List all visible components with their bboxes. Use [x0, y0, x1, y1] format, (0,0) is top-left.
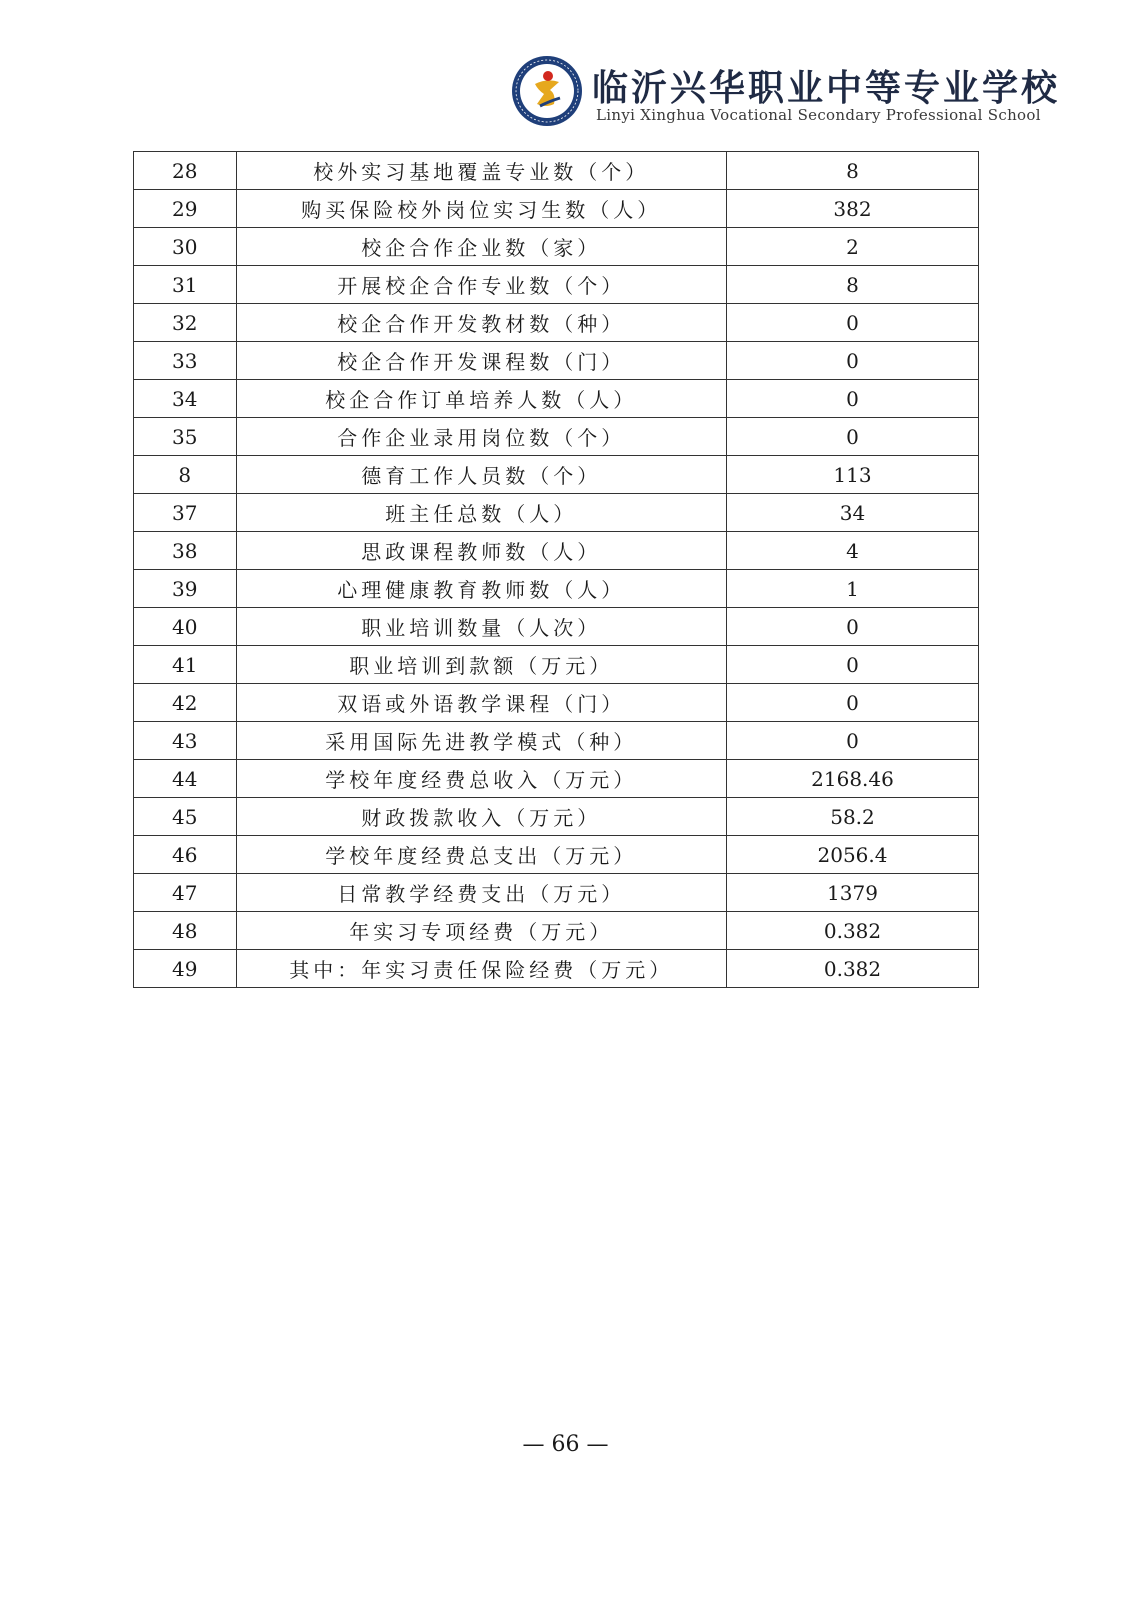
row-value-cell: 0	[727, 342, 979, 380]
school-name-en: Linyi Xinghua Vocational Secondary Professional School	[596, 106, 1041, 124]
table-row	[134, 912, 979, 950]
table-row	[134, 380, 979, 418]
row-number-cell: 37	[134, 494, 237, 532]
row-number-cell: 41	[134, 646, 237, 684]
table-row	[134, 760, 979, 798]
row-value-cell: 0	[727, 684, 979, 722]
table-row	[134, 722, 979, 760]
row-number-cell: 31	[134, 266, 237, 304]
table-row	[134, 874, 979, 912]
row-item-cell: 德育工作人员数（个）	[236, 456, 726, 494]
row-item-cell: 购买保险校外岗位实习生数（人）	[236, 190, 726, 228]
row-item-cell: 心理健康教育教师数（人）	[236, 570, 726, 608]
table-row	[134, 228, 979, 266]
table-row	[134, 266, 979, 304]
table-row	[134, 152, 979, 190]
table-row	[134, 646, 979, 684]
row-number-cell: 40	[134, 608, 237, 646]
statistics-table-body	[134, 152, 979, 988]
row-value-cell: 0	[727, 418, 979, 456]
row-item-cell: 职业培训数量（人次）	[236, 608, 726, 646]
row-number-cell: 34	[134, 380, 237, 418]
table-row	[134, 456, 979, 494]
row-item-cell: 学校年度经费总支出（万元）	[236, 836, 726, 874]
row-value-cell: 8	[727, 152, 979, 190]
row-item-cell: 校企合作订单培养人数（人）	[236, 380, 726, 418]
row-item-cell: 职业培训到款额（万元）	[236, 646, 726, 684]
row-number-cell: 49	[134, 950, 237, 988]
row-item-cell: 双语或外语教学课程（门）	[236, 684, 726, 722]
row-item-cell: 财政拨款收入（万元）	[236, 798, 726, 836]
statistics-table	[133, 151, 979, 988]
table-row	[134, 494, 979, 532]
school-name-cn: 临沂兴华职业中等专业学校	[592, 67, 1061, 109]
table-row	[134, 342, 979, 380]
row-value-cell: 34	[727, 494, 979, 532]
school-logo-icon	[510, 54, 584, 128]
row-item-cell: 学校年度经费总收入（万元）	[236, 760, 726, 798]
row-value-cell: 1	[727, 570, 979, 608]
row-value-cell: 0	[727, 722, 979, 760]
row-item-cell: 思政课程教师数（人）	[236, 532, 726, 570]
row-value-cell: 0	[727, 608, 979, 646]
row-number-cell: 29	[134, 190, 237, 228]
row-item-cell: 合作企业录用岗位数（个）	[236, 418, 726, 456]
page-header	[510, 54, 1070, 130]
table-row	[134, 418, 979, 456]
row-value-cell: 382	[727, 190, 979, 228]
table-row	[134, 950, 979, 988]
row-number-cell: 35	[134, 418, 237, 456]
row-value-cell: 0.382	[727, 950, 979, 988]
table-row	[134, 684, 979, 722]
row-item-cell: 其中：年实习责任保险经费（万元）	[236, 950, 726, 988]
row-number-cell: 32	[134, 304, 237, 342]
row-value-cell: 0.382	[727, 912, 979, 950]
row-item-cell: 校企合作企业数（家）	[236, 228, 726, 266]
table-row	[134, 570, 979, 608]
row-number-cell: 30	[134, 228, 237, 266]
row-number-cell: 38	[134, 532, 237, 570]
row-number-cell: 45	[134, 798, 237, 836]
row-number-cell: 43	[134, 722, 237, 760]
row-value-cell: 0	[727, 646, 979, 684]
row-item-cell: 班主任总数（人）	[236, 494, 726, 532]
row-number-cell: 8	[134, 456, 237, 494]
row-value-cell: 1379	[727, 874, 979, 912]
row-value-cell: 8	[727, 266, 979, 304]
row-number-cell: 28	[134, 152, 237, 190]
row-value-cell: 0	[727, 304, 979, 342]
row-item-cell: 校企合作开发课程数（门）	[236, 342, 726, 380]
row-item-cell: 校外实习基地覆盖专业数（个）	[236, 152, 726, 190]
row-number-cell: 46	[134, 836, 237, 874]
row-value-cell: 113	[727, 456, 979, 494]
row-item-cell: 采用国际先进教学模式（种）	[236, 722, 726, 760]
row-number-cell: 44	[134, 760, 237, 798]
row-number-cell: 47	[134, 874, 237, 912]
table-row	[134, 304, 979, 342]
row-number-cell: 39	[134, 570, 237, 608]
row-number-cell: 42	[134, 684, 237, 722]
row-value-cell: 0	[727, 380, 979, 418]
table-row	[134, 798, 979, 836]
row-number-cell: 48	[134, 912, 237, 950]
table-row	[134, 190, 979, 228]
page-number: — 66 —	[522, 1432, 609, 1457]
row-number-cell: 33	[134, 342, 237, 380]
row-item-cell: 开展校企合作专业数（个）	[236, 266, 726, 304]
row-value-cell: 4	[727, 532, 979, 570]
row-item-cell: 校企合作开发教材数（种）	[236, 304, 726, 342]
row-item-cell: 日常教学经费支出（万元）	[236, 874, 726, 912]
row-value-cell: 2	[727, 228, 979, 266]
row-value-cell: 58.2	[727, 798, 979, 836]
row-item-cell: 年实习专项经费（万元）	[236, 912, 726, 950]
table-row	[134, 836, 979, 874]
row-value-cell: 2168.46	[727, 760, 979, 798]
row-value-cell: 2056.4	[727, 836, 979, 874]
table-row	[134, 532, 979, 570]
table-row	[134, 608, 979, 646]
